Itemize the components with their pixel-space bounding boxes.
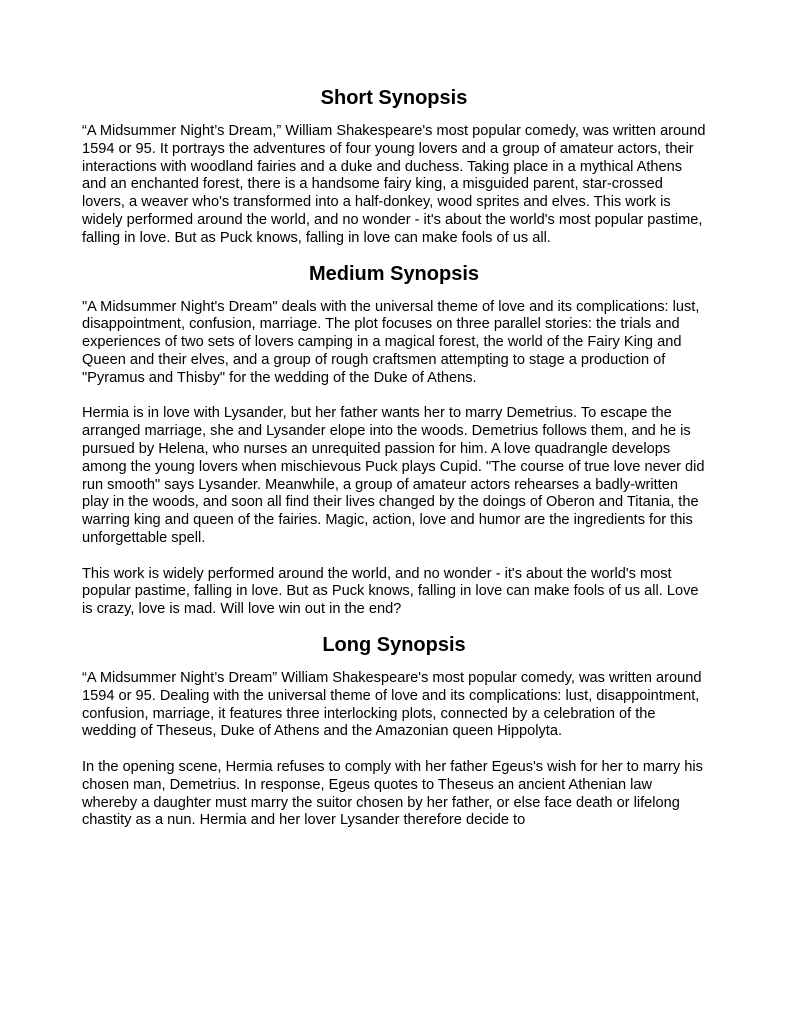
long-synopsis-heading: Long Synopsis [322, 633, 466, 656]
short-synopsis-heading: Short Synopsis [320, 87, 468, 109]
document-page [82, 86, 706, 830]
medium-synopsis-paragraph-1: "A Midsummer Night's Dream" deals with the universal theme of love and its complications: lust, disappointment, confusion, marriage. The plot focuses on three parallel stories: the trials and experiences of two sets of lovers camping in a magical forest, the world of the Fairy King and Queen and their elves, and a group of rough craftsmen attempting to stage a production of "Pyramus and Thisby" for the wedding of the Duke of Athens. [82, 298, 700, 386]
medium-synopsis-paragraph-2: Hermia is in love with Lysander, but her father wants her to marry Demetrius. To escape the arranged marriage, she and Lysander elope into the woods. Demetrius follows them, and he is pursued by Helena, who nurses an unrequited passion for him. A love quadrangle develops among the young lovers when mischievous Puck plays Cupid. "The course of true love never did run smooth" says Lysander. Meanwhile, a group of amateur actors rehearses a badly-written play in the woods, and soon all find their lives changed by the doings of Oberon and Titania, the warring king and queen of the fairies. Magic, action, love and humor are the ingredients for this unforgettable spell. [82, 405, 705, 546]
short-synopsis-section [82, 86, 706, 248]
short-synopsis-paragraph-1: “A Midsummer Night’s Dream,” William Shakespeare's most popular comedy, was written around 1594 or 95. It portrays the adventures of four young lovers and a group of amateur actors, their interactions with woodland fairies and a duke and duchess. Taking place in a mythical Athens and an enchanted forest, there is a handsome fairy king, a misguided parent, star-crossed lovers, a weaver who's transformed into a half-donkey, wood sprites and elves. This work is widely performed around the world, and no wonder - it's about the world's most popular pastime, falling in love. But as Puck knows, falling in love can make fools of us all. [82, 123, 706, 246]
long-synopsis-paragraph-1: “A Midsummer Night’s Dream” William Shakespeare's most popular comedy, was written around 1594 or 95. Dealing with the universal theme of love and its complications: lust, disappointment, confusion, marriage, it features three interlocking plots, connected by a celebration of the wedding of Theseus, Duke of Athens and the Amazonian queen Hippolyta. [82, 669, 702, 740]
medium-synopsis-paragraph-3: This work is widely performed around the world, and no wonder - it's about the world's most popular pastime, falling in love. But as Puck knows, falling in love can make fools of us all. Love is crazy, love is mad. Will love win out in the end? [82, 565, 699, 618]
medium-synopsis-section [82, 262, 706, 619]
long-synopsis-section [82, 633, 706, 830]
long-synopsis-paragraph-2: In the opening scene, Hermia refuses to comply with her father Egeus's wish for her to marry his chosen man, Demetrius. In response, Egeus quotes to Theseus an ancient Athenian law whereby a daughter must marry the suitor chosen by her father, or else face death or lifelong chastity as a nun. Hermia and her lover Lysander therefore decide to [82, 758, 703, 829]
medium-synopsis-heading: Medium Synopsis [308, 262, 480, 285]
